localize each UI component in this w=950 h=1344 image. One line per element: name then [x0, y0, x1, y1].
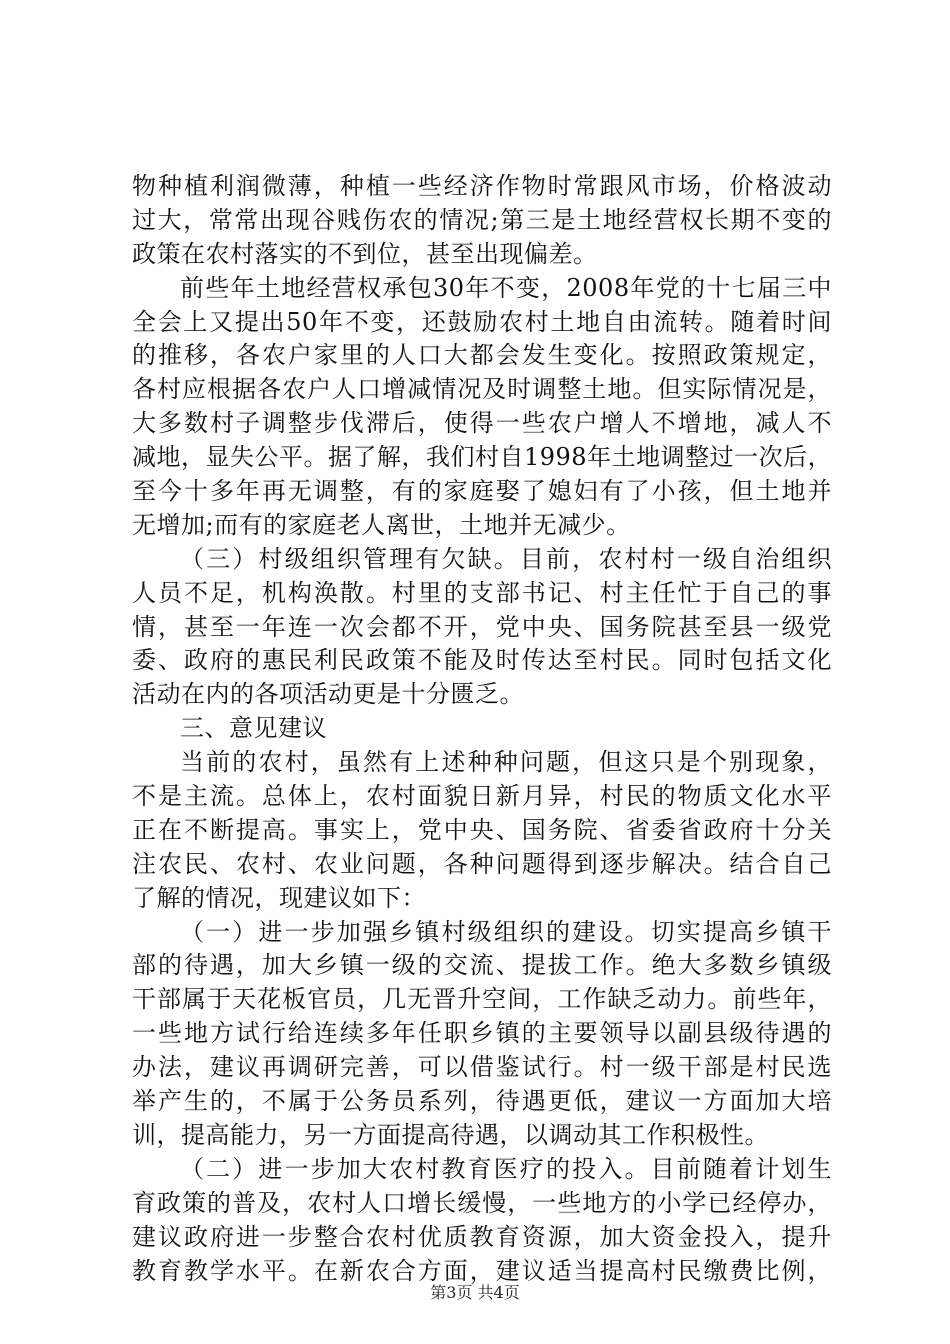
- text-line: 育政策的普及，农村人口增长缓慢，一些地方的小学已经停办，: [132, 1188, 832, 1217]
- text-line: 当前的农村，虽然有上述种种问题，但这只是个别现象，: [180, 748, 832, 777]
- text-line: 至今十多年再无调整，有的家庭娶了媳妇有了小孩，但土地并: [132, 477, 832, 506]
- text-line: （三）村级组织管理有欠缺。目前，农村村一级自治组织: [180, 544, 832, 573]
- text-line: 正在不断提高。事实上，党中央、国务院、省委省政府十分关: [132, 815, 832, 844]
- text-line: 训，提高能力，另一方面提高待遇，以调动其工作积极性。: [132, 1120, 769, 1149]
- text-line: 前些年土地经营权承包30年不变，2008年党的十七届三中: [180, 273, 832, 302]
- text-line: 物种植利润微薄，种植一些经济作物时常跟风市场，价格波动: [132, 172, 832, 200]
- text-line: 人员不足，机构涣散。村里的支部书记、村主任忙于自己的事: [132, 578, 832, 607]
- text-line: 各村应根据各农户人口增减情况及时调整土地。但实际情况是，: [132, 375, 832, 404]
- text-line: 的推移，各农户家里的人口大都会发生变化。按照政策规定，: [132, 341, 832, 370]
- text-line: 注农民、农村、农业问题，各种问题得到逐步解决。结合自己: [132, 849, 832, 878]
- text-line: （一）进一步加强乡镇村级组织的建设。切实提高乡镇干: [180, 917, 832, 946]
- text-line: 大多数村子调整步伐滞后，使得一些农户增人不增地，减人不: [132, 409, 832, 438]
- text-line: （二）进一步加大农村教育医疗的投入。目前随着计划生: [180, 1154, 832, 1183]
- text-line: 一些地方试行给连续多年任职乡镇的主要领导以副县级待遇的: [132, 1019, 832, 1048]
- text-line: 活动在内的各项活动更是十分匮乏。: [132, 680, 524, 709]
- text-line: 无增加;而有的家庭老人离世，土地并无减少。: [132, 510, 631, 539]
- text-line: 不是主流。总体上，农村面貌日新月异，村民的物质文化水平: [132, 782, 832, 811]
- text-line: 建议政府进一步整合农村优质教育资源，加大资金投入，提升: [132, 1222, 832, 1251]
- page-footer: 第3页 共4页: [430, 1283, 520, 1302]
- text-line: 举产生的，不属于公务员系列，待遇更低，建议一方面加大培: [132, 1087, 832, 1116]
- text-line: 三、意见建议: [180, 714, 327, 743]
- text-line: 教育教学水平。在新农合方面，建议适当提高村民缴费比例，: [132, 1256, 832, 1285]
- text-line: 委、政府的惠民利民政策不能及时传达至村民。同时包括文化: [132, 646, 832, 675]
- document-body: [132, 170, 832, 1288]
- text-line: 部的待遇，加大乡镇一级的交流、提拔工作。绝大多数乡镇级: [132, 951, 832, 980]
- text-line: 干部属于天花板官员，几无晋升空间，工作缺乏动力。前些年，: [132, 985, 832, 1014]
- text-line: 了解的情况，现建议如下：: [132, 883, 426, 912]
- text-line: 情，甚至一年连一次会都不开，党中央、国务院甚至县一级党: [132, 612, 832, 641]
- text-line: 全会上又提出50年不变，还鼓励农村土地自由流转。随着时间: [132, 307, 832, 336]
- text-line: 政策在农村落实的不到位，甚至出现偏差。: [132, 239, 598, 268]
- text-line: 过大，常常出现谷贱伤农的情况;第三是土地经营权长期不变的: [132, 205, 832, 234]
- text-line: 办法，建议再调研完善，可以借鉴试行。村一级干部是村民选: [132, 1053, 832, 1082]
- text-line: 减地，显失公平。据了解，我们村自1998年土地调整过一次后，: [132, 443, 833, 472]
